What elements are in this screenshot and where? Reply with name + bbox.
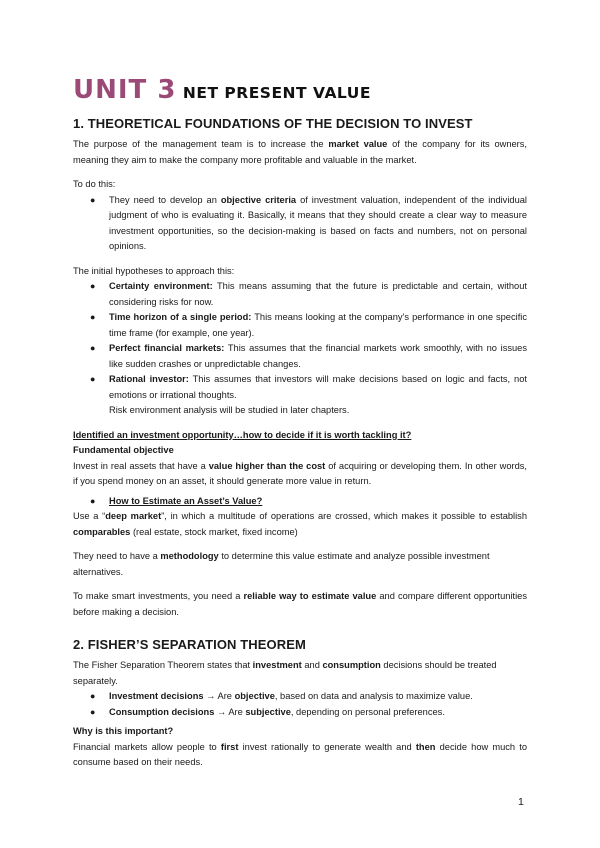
section-2-intro: The Fisher Separation Theorem states that investment and consumption decisions should be treated separately.: [73, 660, 497, 686]
fundamental-text: Invest in real assets that have a value higher than the cost of acquiring or developing them. In other words, if you spend money on an asset, it should generate more value in return.: [73, 460, 527, 486]
todo-list: [73, 193, 527, 255]
section-2-heading: 2. FISHER’S SEPARATION THEOREM: [73, 637, 306, 652]
methodology-text: They need to have a methodology to determine this value estimate and analyze possible investment alternatives.: [73, 551, 490, 577]
list-item: ● Perfect financial markets: This assumes that the financial markets work smoothly, with no issues like sudden crashes or unpredictable changes.: [90, 343, 527, 369]
hypotheses-list: [73, 279, 527, 419]
todo-label: To do this:: [73, 179, 116, 189]
fundamental-heading: Fundamental objective: [73, 445, 174, 455]
estimate-list: [73, 494, 527, 510]
smart-investment-text: To make smart investments, you need a reliable way to estimate value and compare different opportunities before making a decision.: [73, 591, 527, 617]
list-item: ● How to Estimate an Asset’s Value?: [90, 495, 263, 506]
section-1-heading: 1. THEORETICAL FOUNDATIONS OF THE DECISION TO INVEST: [73, 116, 473, 131]
list-item: ● Certainty environment: This means assuming that the future is predictable and certain, without considering risks for now.: [90, 281, 527, 307]
list-item: ● Rational investor: This assumes that investors will make decisions based on logic and facts, not emotions or irrational thoughts. Risk environment analysis will be studied in later chapters.: [90, 374, 527, 415]
list-item: ● Investment decisions → Are objective, based on data and analysis to maximize value.: [90, 691, 473, 701]
decisions-list: [73, 689, 527, 720]
page-number: 1: [518, 796, 524, 808]
section-1-intro: The purpose of the management team is to increase the market value of the company for its owners, meaning they aim to make the company more profitable and valuable in the market.: [73, 139, 527, 165]
estimate-text: Use a “deep market”, in which a multitude of operations are crossed, which makes it possible to establish comparables (real estate, stock market, fixed income): [73, 511, 527, 537]
opportunity-heading: Identified an investment opportunity…how to decide if it is worth tackling it?: [73, 429, 412, 440]
why-text: Financial markets allow people to first invest rationally to generate wealth and then decide how much to consume based on their needs.: [73, 741, 527, 767]
list-item: ● Consumption decisions → Are subjective, depending on personal preferences.: [90, 706, 445, 717]
document-page: [73, 76, 527, 771]
unit-name: NET PRESENT VALUE: [182, 84, 371, 102]
risk-note: Risk environment analysis will be studied in later chapters.: [109, 405, 350, 415]
list-item: ● They need to develop an objective criteria of investment valuation, independent of the individual judgment of who is evaluating it. Basically, it means that they should create a clear way to measure investment opportunities, so the decision-making is based on facts and numbers, not on personal opinions.: [90, 194, 527, 251]
hypotheses-label: The initial hypotheses to approach this:: [73, 265, 235, 276]
unit-number: UNIT 3: [73, 75, 177, 105]
list-item: ● Time horizon of a single period: This means looking at the company’s performance in one specific time frame (for example, one year).: [90, 312, 527, 338]
why-heading: Why is this important?: [73, 726, 174, 736]
unit-title: [73, 76, 527, 108]
